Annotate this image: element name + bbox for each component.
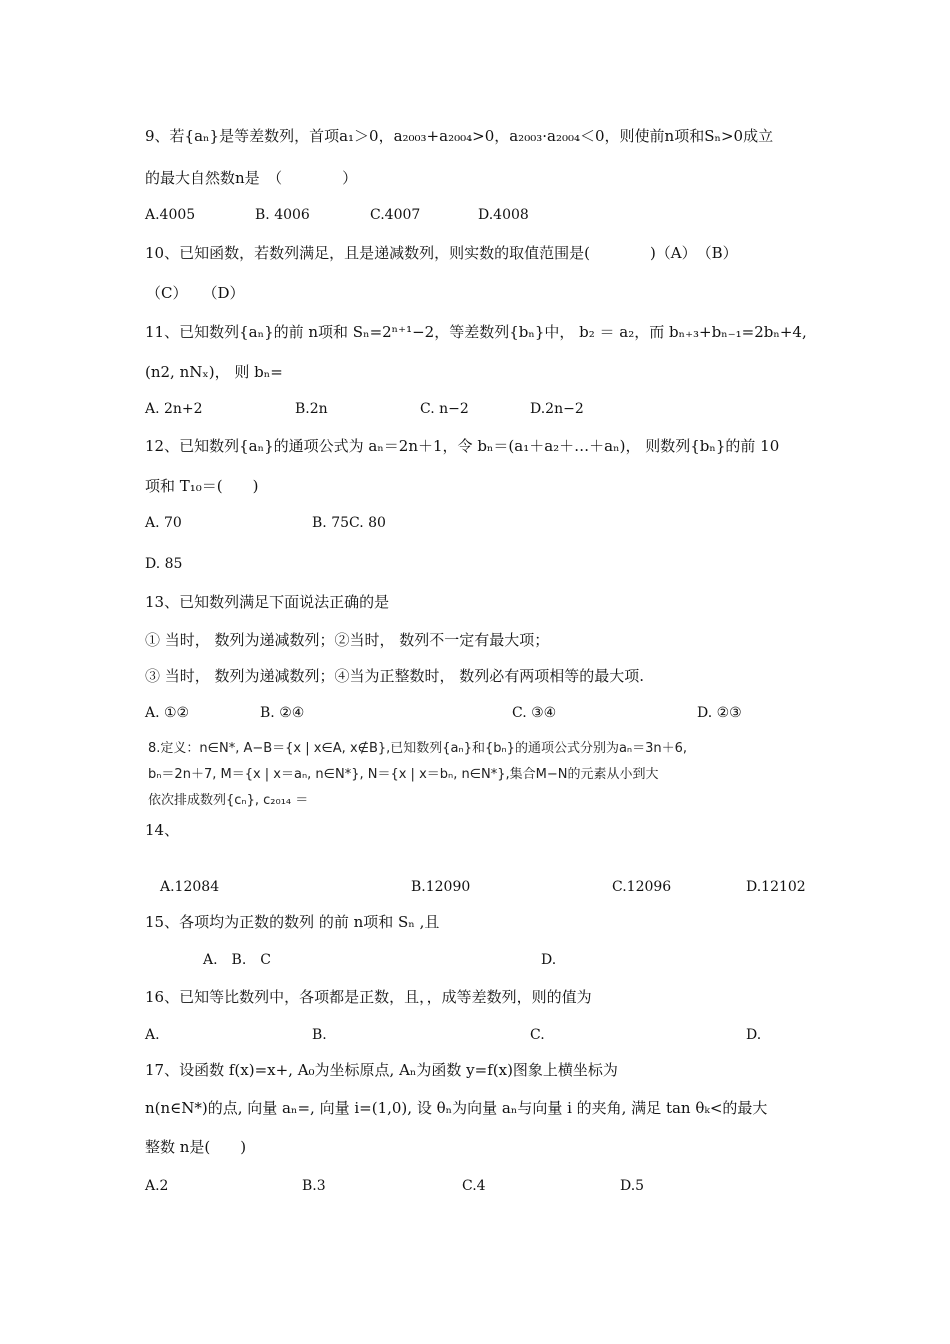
q14-image-line3: 依次排成数列{cₙ}, c₂₀₁₄ ＝ [148, 793, 309, 808]
q14-number: 14、 [145, 821, 180, 839]
q10-line1: 10、已知函数，若数列满足，且是递减数列，则实数的取值范围是( )（A） （B） [145, 244, 738, 262]
q16-option-c: C. [530, 1027, 545, 1043]
q14-image-line1: 8.定义：n∈N*, A−B＝{x | x∈A, x∉B},已知数列{aₙ}和{bₙ}的通项公式分别为aₙ＝3n＋6, [148, 741, 688, 756]
q13-line2: ① 当时， 数列为递减数列；②当时， 数列不一定有最大项； [145, 631, 550, 649]
q14-option-b: B.12090 [411, 879, 471, 895]
q12-option-a: A. 70 [145, 515, 182, 531]
q15-options-abc: A. B. C [203, 952, 272, 968]
q15-line1: 15、各项均为正数的数列 的前 n项和 Sₙ ,且 [145, 913, 440, 931]
q17-option-d: D.5 [620, 1178, 645, 1194]
q12-line2: 项和 T₁₀＝( ) [145, 477, 259, 495]
q13-option-b: B. ②④ [260, 705, 305, 721]
q11-option-b: B.2n [295, 401, 328, 417]
q14-option-d: D.12102 [746, 879, 806, 895]
q14-option-c: C.12096 [612, 879, 672, 895]
q13-option-c: C. ③④ [512, 705, 557, 721]
q9-line2: 的最大自然数n是 （ ） [145, 169, 358, 187]
q11-option-c: C. n−2 [420, 401, 469, 417]
q17-line3: 整数 n是( ) [145, 1138, 247, 1156]
q9-line1: 9、若{aₙ}是等差数列，首项a₁＞0，a₂₀₀₃+a₂₀₀₄>0，a₂₀₀₃·a₂₀₀₄＜0，则使前n项和Sₙ>0成立 [145, 127, 774, 145]
q13-option-d: D. ②③ [697, 705, 742, 721]
q16-option-b: B. [312, 1027, 327, 1043]
q13-option-a: A. ①② [145, 705, 190, 721]
q12-line1: 12、已知数列{aₙ}的通项公式为 aₙ＝2n＋1，令 bₙ＝(a₁＋a₂＋…＋aₙ)， 则数列{bₙ}的前 10 [145, 437, 780, 455]
q17-option-a: A.2 [145, 1178, 169, 1194]
q11-line2: (n2, nNₓ)， 则 bₙ= [145, 363, 283, 381]
q14-option-a: A.12084 [160, 879, 220, 895]
q10-line2: （C） （D） [146, 284, 245, 302]
q17-option-c: C.4 [462, 1178, 486, 1194]
q16-option-a: A. [145, 1027, 160, 1043]
q9-option-c: C.4007 [370, 207, 421, 223]
q11-line1: 11、已知数列{aₙ}的前 n项和 Sₙ=2ⁿ⁺¹−2，等差数列{bₙ}中， b₂ ＝ a₂，而 bₙ₊₃+bₙ₋₁=2bₙ+4, [145, 323, 807, 341]
q17-line2: n(n∈N*)的点, 向量 aₙ=, 向量 i=(1,0), 设 θₙ为向量 aₙ与向量 i 的夹角, 满足 tan θₖ<的最大 [145, 1099, 768, 1117]
q11-option-a: A. 2n+2 [145, 401, 203, 417]
q12-option-bc: B. 75C. 80 [312, 515, 386, 531]
q16-line1: 16、已知等比数列中，各项都是正数，且，，成等差数列，则的值为 [145, 988, 592, 1006]
q17-option-b: B.3 [302, 1178, 326, 1194]
q13-line1: 13、已知数列满足下面说法正确的是 [145, 593, 390, 611]
q17-line1: 17、设函数 f(x)=x+, A₀为坐标原点, Aₙ为函数 y=f(x)图象上横坐标为 [145, 1061, 618, 1079]
q9-option-d: D.4008 [478, 207, 529, 223]
q15-option-d: D. [541, 952, 557, 968]
q9-option-a: A.4005 [145, 207, 196, 223]
q9-option-b: B. 4006 [255, 207, 310, 223]
q14-image-line2: bₙ＝2n＋7, M＝{x | x＝aₙ, n∈N*}, N＝{x | x＝bₙ, n∈N*},集合M−N的元素从小到大 [148, 767, 659, 782]
q13-line3: ③ 当时， 数列为递减数列；④当为正整数时， 数列必有两项相等的最大项. [145, 667, 645, 685]
q12-option-d: D. 85 [145, 556, 183, 572]
q11-option-d: D.2n−2 [530, 401, 584, 417]
q16-option-d: D. [746, 1027, 762, 1043]
